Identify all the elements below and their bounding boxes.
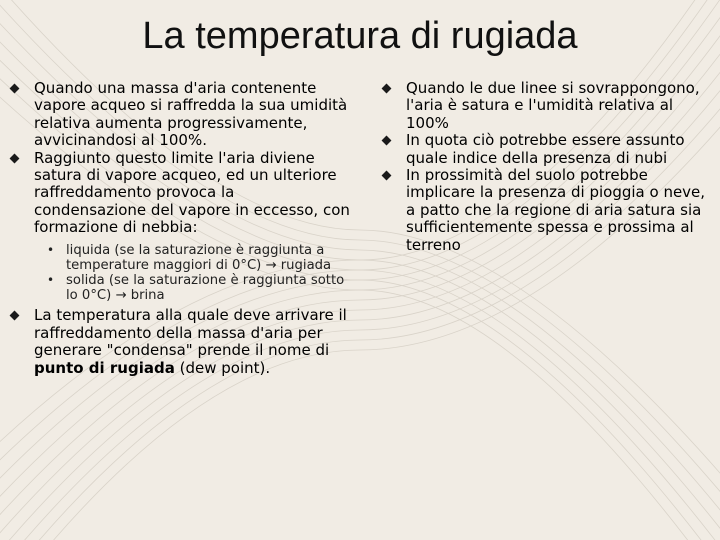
- right-bullet-2-text: In quota ciò potrebbe essere assunto quale indice della presenza di nubi: [406, 131, 685, 167]
- left-bullet-1-text: Quando una massa d'aria contenente vapore acqueo si raffredda la sua umidità relativa aumenta progressivamente, avvicinandosi al 100%.: [34, 79, 348, 150]
- dew-point-term: punto di rugiada: [34, 358, 175, 377]
- diamond-bullet-icon: [10, 153, 20, 163]
- diamond-bullet-icon: [10, 311, 20, 321]
- diamond-bullet-icon: [382, 136, 392, 146]
- left-bullet-1: [8, 80, 350, 150]
- diamond-bullet-icon: [382, 84, 392, 94]
- diamond-bullet-icon: [382, 171, 392, 181]
- left-bullet-2: [8, 150, 350, 304]
- dot-bullet-icon: •: [47, 273, 55, 288]
- left-sublist: [34, 243, 350, 304]
- right-bullet-3: [380, 167, 715, 254]
- diamond-bullet-icon: [10, 84, 20, 94]
- bullet-3-text-end: (dew point).: [174, 358, 271, 377]
- right-bullet-2: [380, 132, 715, 167]
- right-bullet-list: [380, 80, 715, 254]
- left-bullet-2-text: Raggiunto questo limite l'aria diviene satura di vapore acqueo, ed un ulteriore raffreddamento provoca la condensazione del vapore in eccesso, con formazione di nebbia:: [34, 148, 350, 237]
- bullet-3-text-start: La temperatura alla quale deve arrivare il raffreddamento della massa d'aria per generare "condensa" prende il nome di: [34, 306, 347, 360]
- sub-bullet-solid-text: solida (se la saturazione è raggiunta sotto lo 0°C) → brina: [66, 273, 345, 304]
- left-bullet-3-text: [34, 307, 350, 377]
- slide-title: La temperatura di rugiada: [142, 15, 578, 57]
- left-bullet-3: [8, 307, 350, 377]
- right-bullet-1: [380, 80, 715, 132]
- sub-bullet-liquid-text: liquida (se la saturazione è raggiunta a temperature maggiori di 0°C) → rugiada: [66, 242, 332, 273]
- sub-bullet-liquid: [34, 243, 350, 273]
- right-bullet-3-text: In prossimità del suolo potrebbe implicare la presenza di pioggia o neve, a patto che la regione di aria satura sia sufficientemente spessa e prossima al terreno: [406, 166, 706, 254]
- right-bullet-1-text: Quando le due linee si sovrappongono, l'aria è satura e l'umidità relativa al 100%: [406, 79, 700, 132]
- left-bullet-list: [8, 80, 350, 377]
- sub-bullet-solid: [34, 273, 350, 303]
- dot-bullet-icon: •: [47, 242, 55, 257]
